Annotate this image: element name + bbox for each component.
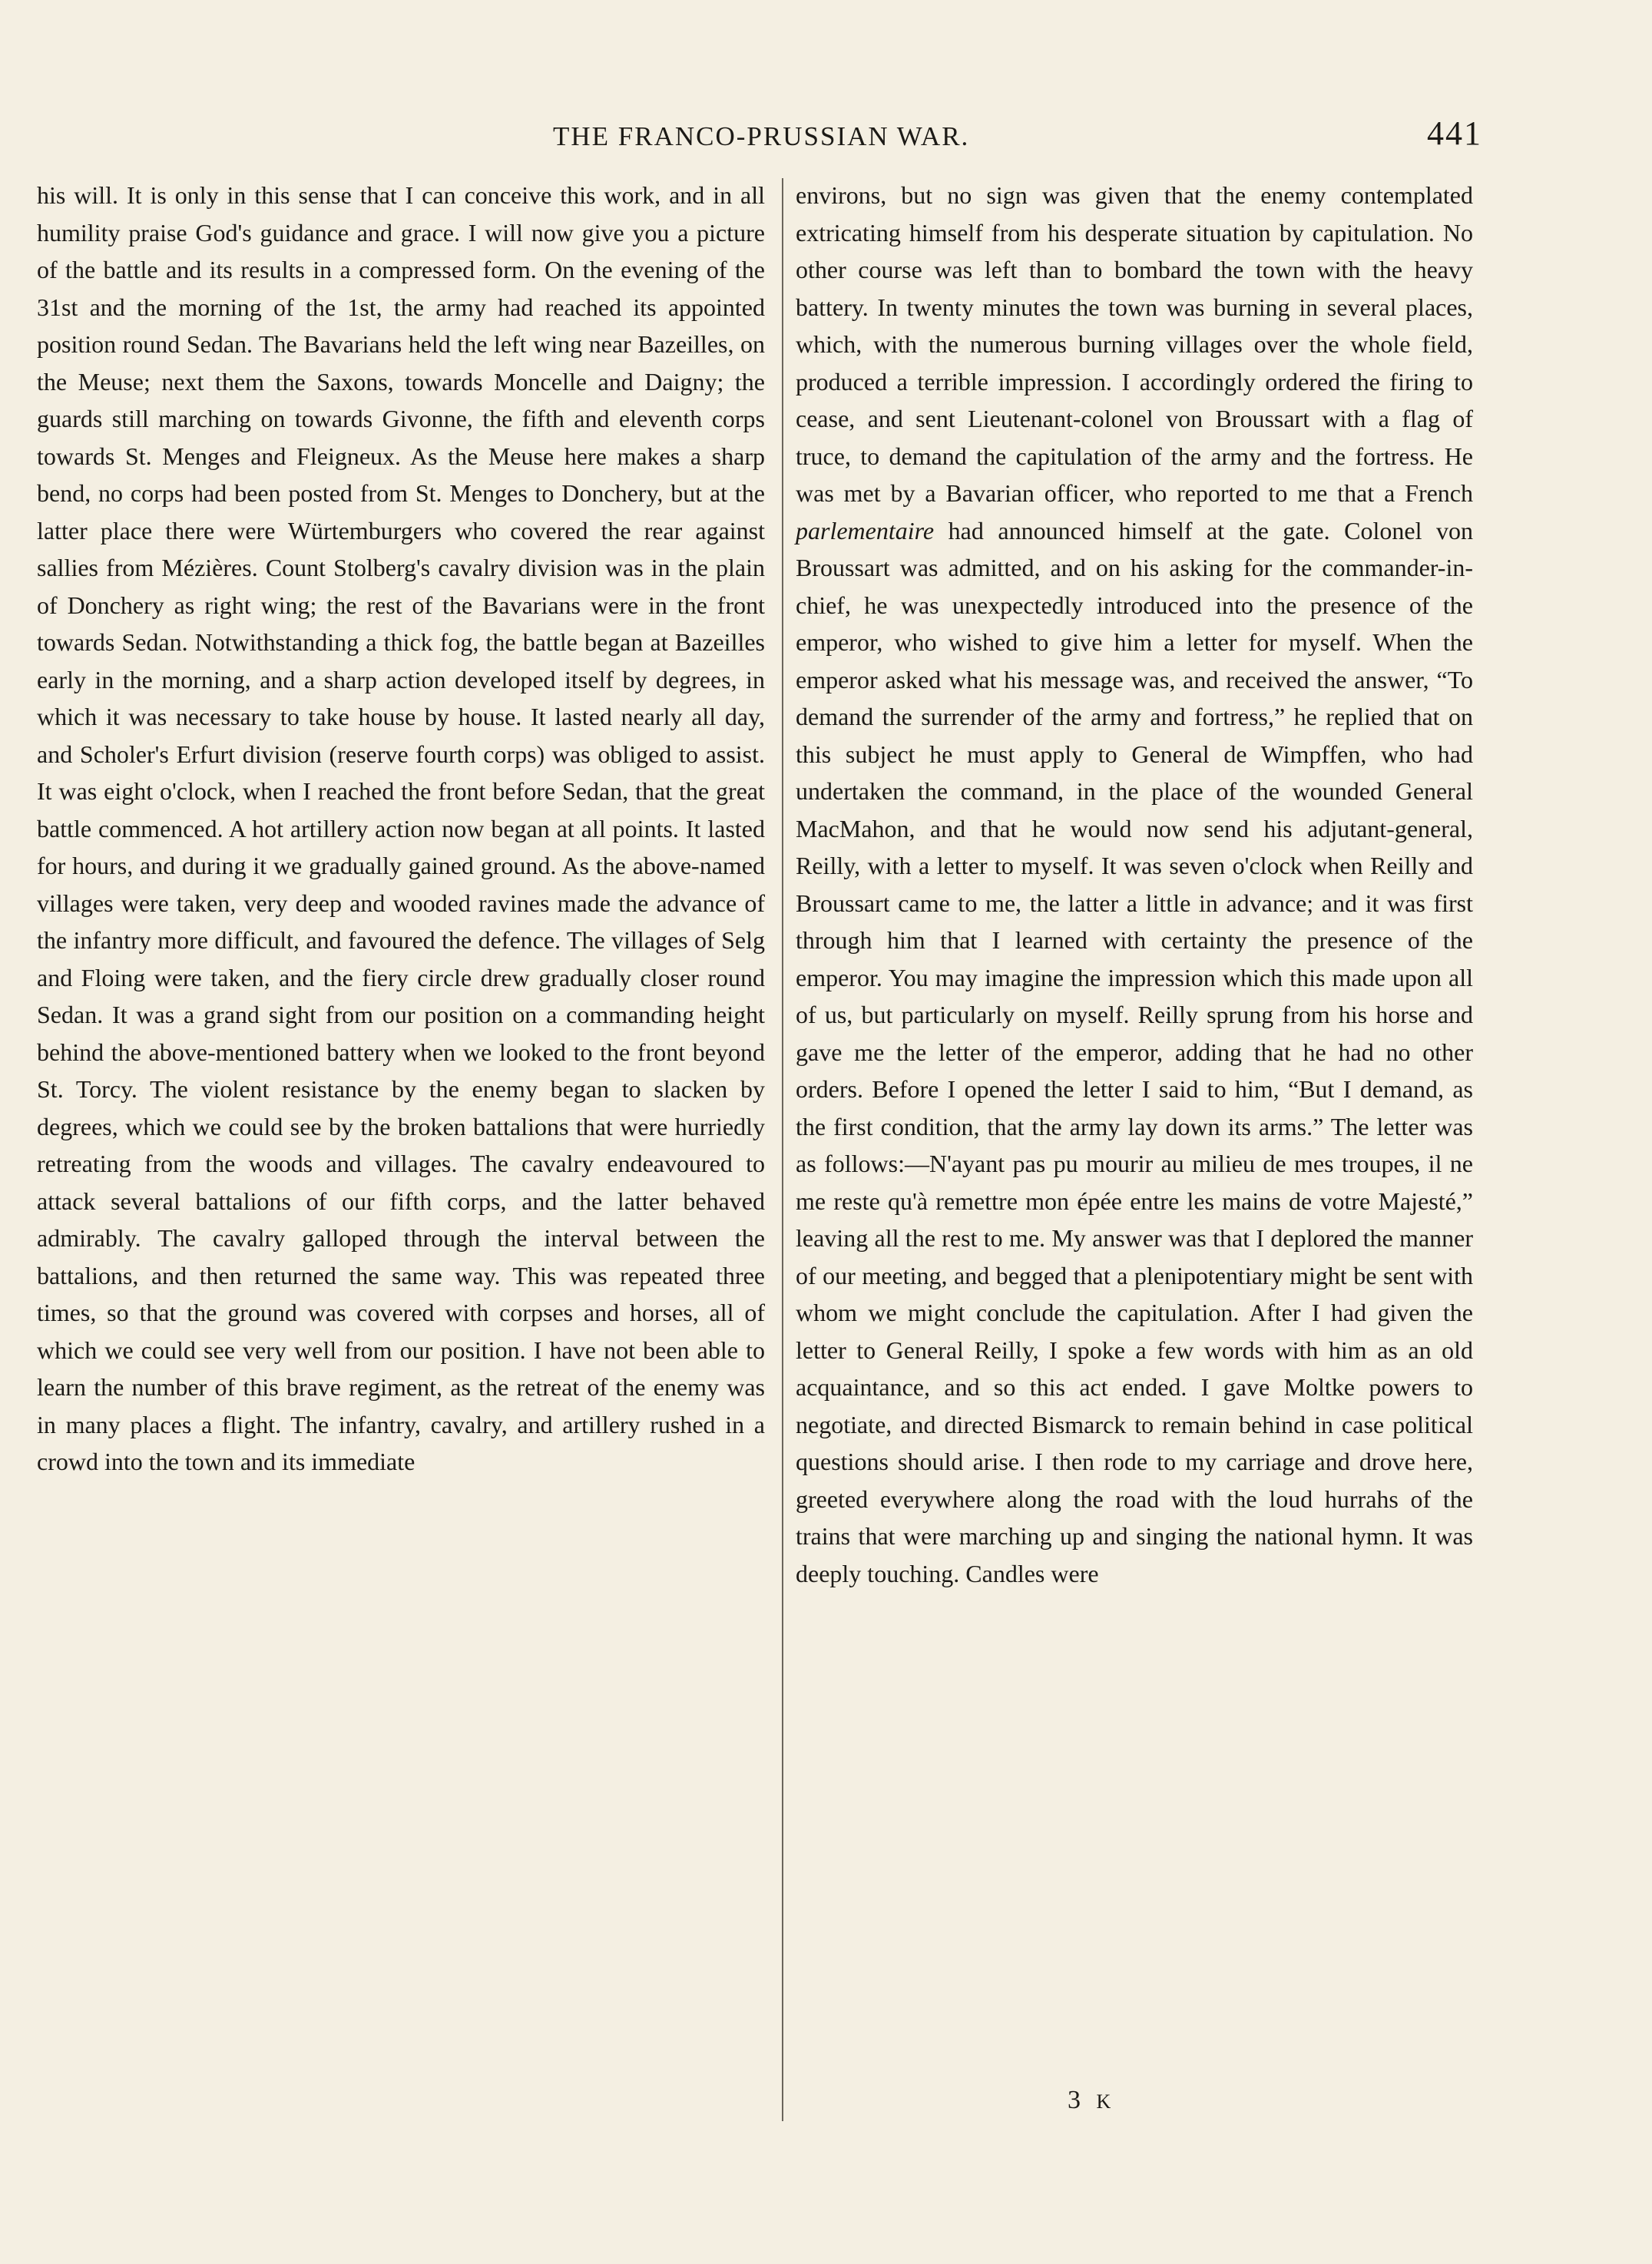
italic-term: parlementaire <box>796 516 935 544</box>
page-number: 441 <box>1427 114 1482 152</box>
right-column-text <box>796 177 1473 1592</box>
page-header <box>61 106 1498 160</box>
column-divider <box>782 178 783 2121</box>
signature-number: 3 <box>1068 2086 1085 2114</box>
signature-mark <box>1068 2086 1115 2115</box>
signature-letter: K <box>1096 2090 1116 2113</box>
right-column <box>796 177 1473 1592</box>
right-column-text-part-2: had announced himself at the gate. Colonel von Broussart was admitted, and on his asking for the commander-in-chief, he was unexpectedly introduced into the presence of the emperor, who wished to give him a letter for myself. When the emperor asked what his message was, and received the answer, “To demand the surrender of the army and fortress,” he replied that on this subject he must apply to General de Wimpffen, who had undertaken the command, in the place of the wounded General MacMahon, and that he would now send his adjutant-general, Reilly, with a letter to myself. It was seven o'clock when Reilly and Broussart came to me, the latter a little in advance; and it was first through him that I learned with certainty the presence of the emperor. You may imagine the impression which this made upon all of us, but particularly on myself. Reilly sprung from his horse and gave me the letter of the emperor, adding that he had no other orders. Before I opened the letter I said to him, “But I demand, as the first condition, that the army lay down its arms.” The letter was as follows:—N'ayant pas pu mourir au milieu de mes troupes, il ne me reste qu'à remettre mon épée entre les mains de votre Majesté,” leaving all the rest to me. My answer was that I deplored the manner of our meeting, and begged that a plenipotentiary might be sent with whom we might conclude the capitulation. After I had given the letter to General Reilly, I spoke a few words with him as an old acquaintance, and so this act ended. I gave Moltke powers to negotiate, and directed Bismarck to remain behind in case political questions should arise. I then rode to my carriage and drove here, greeted everywhere along the road with the loud hurrahs of the trains that were marching up and singing the national hymn. It was deeply touching. Candles were <box>796 516 1473 1587</box>
left-column <box>37 177 765 1481</box>
right-column-text-part-1: environs, but no sign was given that the enemy contemplated extricating himself from his desperate situation by capitulation. No other course was left than to bombard the town with the heavy battery. In twenty minutes the town was burning in several places, which, with the numerous burning villages over the whole field, produced a terrible impression. I accordingly ordered the firing to cease, and sent Lieutenant-colonel von Broussart with a flag of truce, to demand the capitulation of the army and the fortress. He was met by a Bavarian officer, who reported to me that a French <box>796 181 1473 507</box>
running-title: THE FRANCO-PRUSSIAN WAR. <box>553 121 970 151</box>
left-column-text: his will. It is only in this sense that I can conceive this work, and in all humility praise God's guidance and grace. I will now give you a picture of the battle and its results in a compressed form. On the evening of the 31st and the morning of the 1st, the army had reached its appointed position round Sedan. The Bavarians held the left wing near Bazeilles, on the Meuse; next them the Saxons, towards Moncelle and Daigny; the guards still marching on towards Givonne, the fifth and eleventh corps towards St. Menges and Fleigneux. As the Meuse here makes a sharp bend, no corps had been posted from St. Menges to Donchery, but at the latter place there were Würtemburgers who covered the rear against sallies from Mézières. Count Stolberg's cavalry division was in the plain of Donchery as right wing; the rest of the Bavarians were in the front towards Sedan. Notwithstanding a thick fog, the battle began at Bazeilles early in the morning, and a sharp action developed itself by degrees, in which it was necessary to take house by house. It lasted nearly all day, and Scholer's Erfurt division (reserve fourth corps) was obliged to assist. It was eight o'clock, when I reached the front before Sedan, that the great battle commenced. A hot artillery action now began at all points. It lasted for hours, and during it we gradually gained ground. As the above-named villages were taken, very deep and wooded ravines made the advance of the infantry more difficult, and favoured the defence. The villages of Selg and Floing were taken, and the fiery circle drew gradually closer round Sedan. It was a grand sight from our position on a commanding height behind the above-mentioned battery when we looked to the front beyond St. Torcy. The violent resistance by the enemy began to slacken by degrees, which we could see by the broken battalions that were hurriedly retreating from the woods and villages. The cavalry endeavoured to attack several battalions of our fifth corps, and the latter behaved admirably. The cavalry galloped through the interval between the battalions, and then returned the same way. This was repeated three times, so that the ground was covered with corpses and horses, all of which we could see very well from our position. I have not been able to learn the number of this brave regiment, as the retreat of the enemy was in many places a flight. The infantry, cavalry, and artillery rushed in a crowd into the town and its immediate <box>37 181 765 1475</box>
